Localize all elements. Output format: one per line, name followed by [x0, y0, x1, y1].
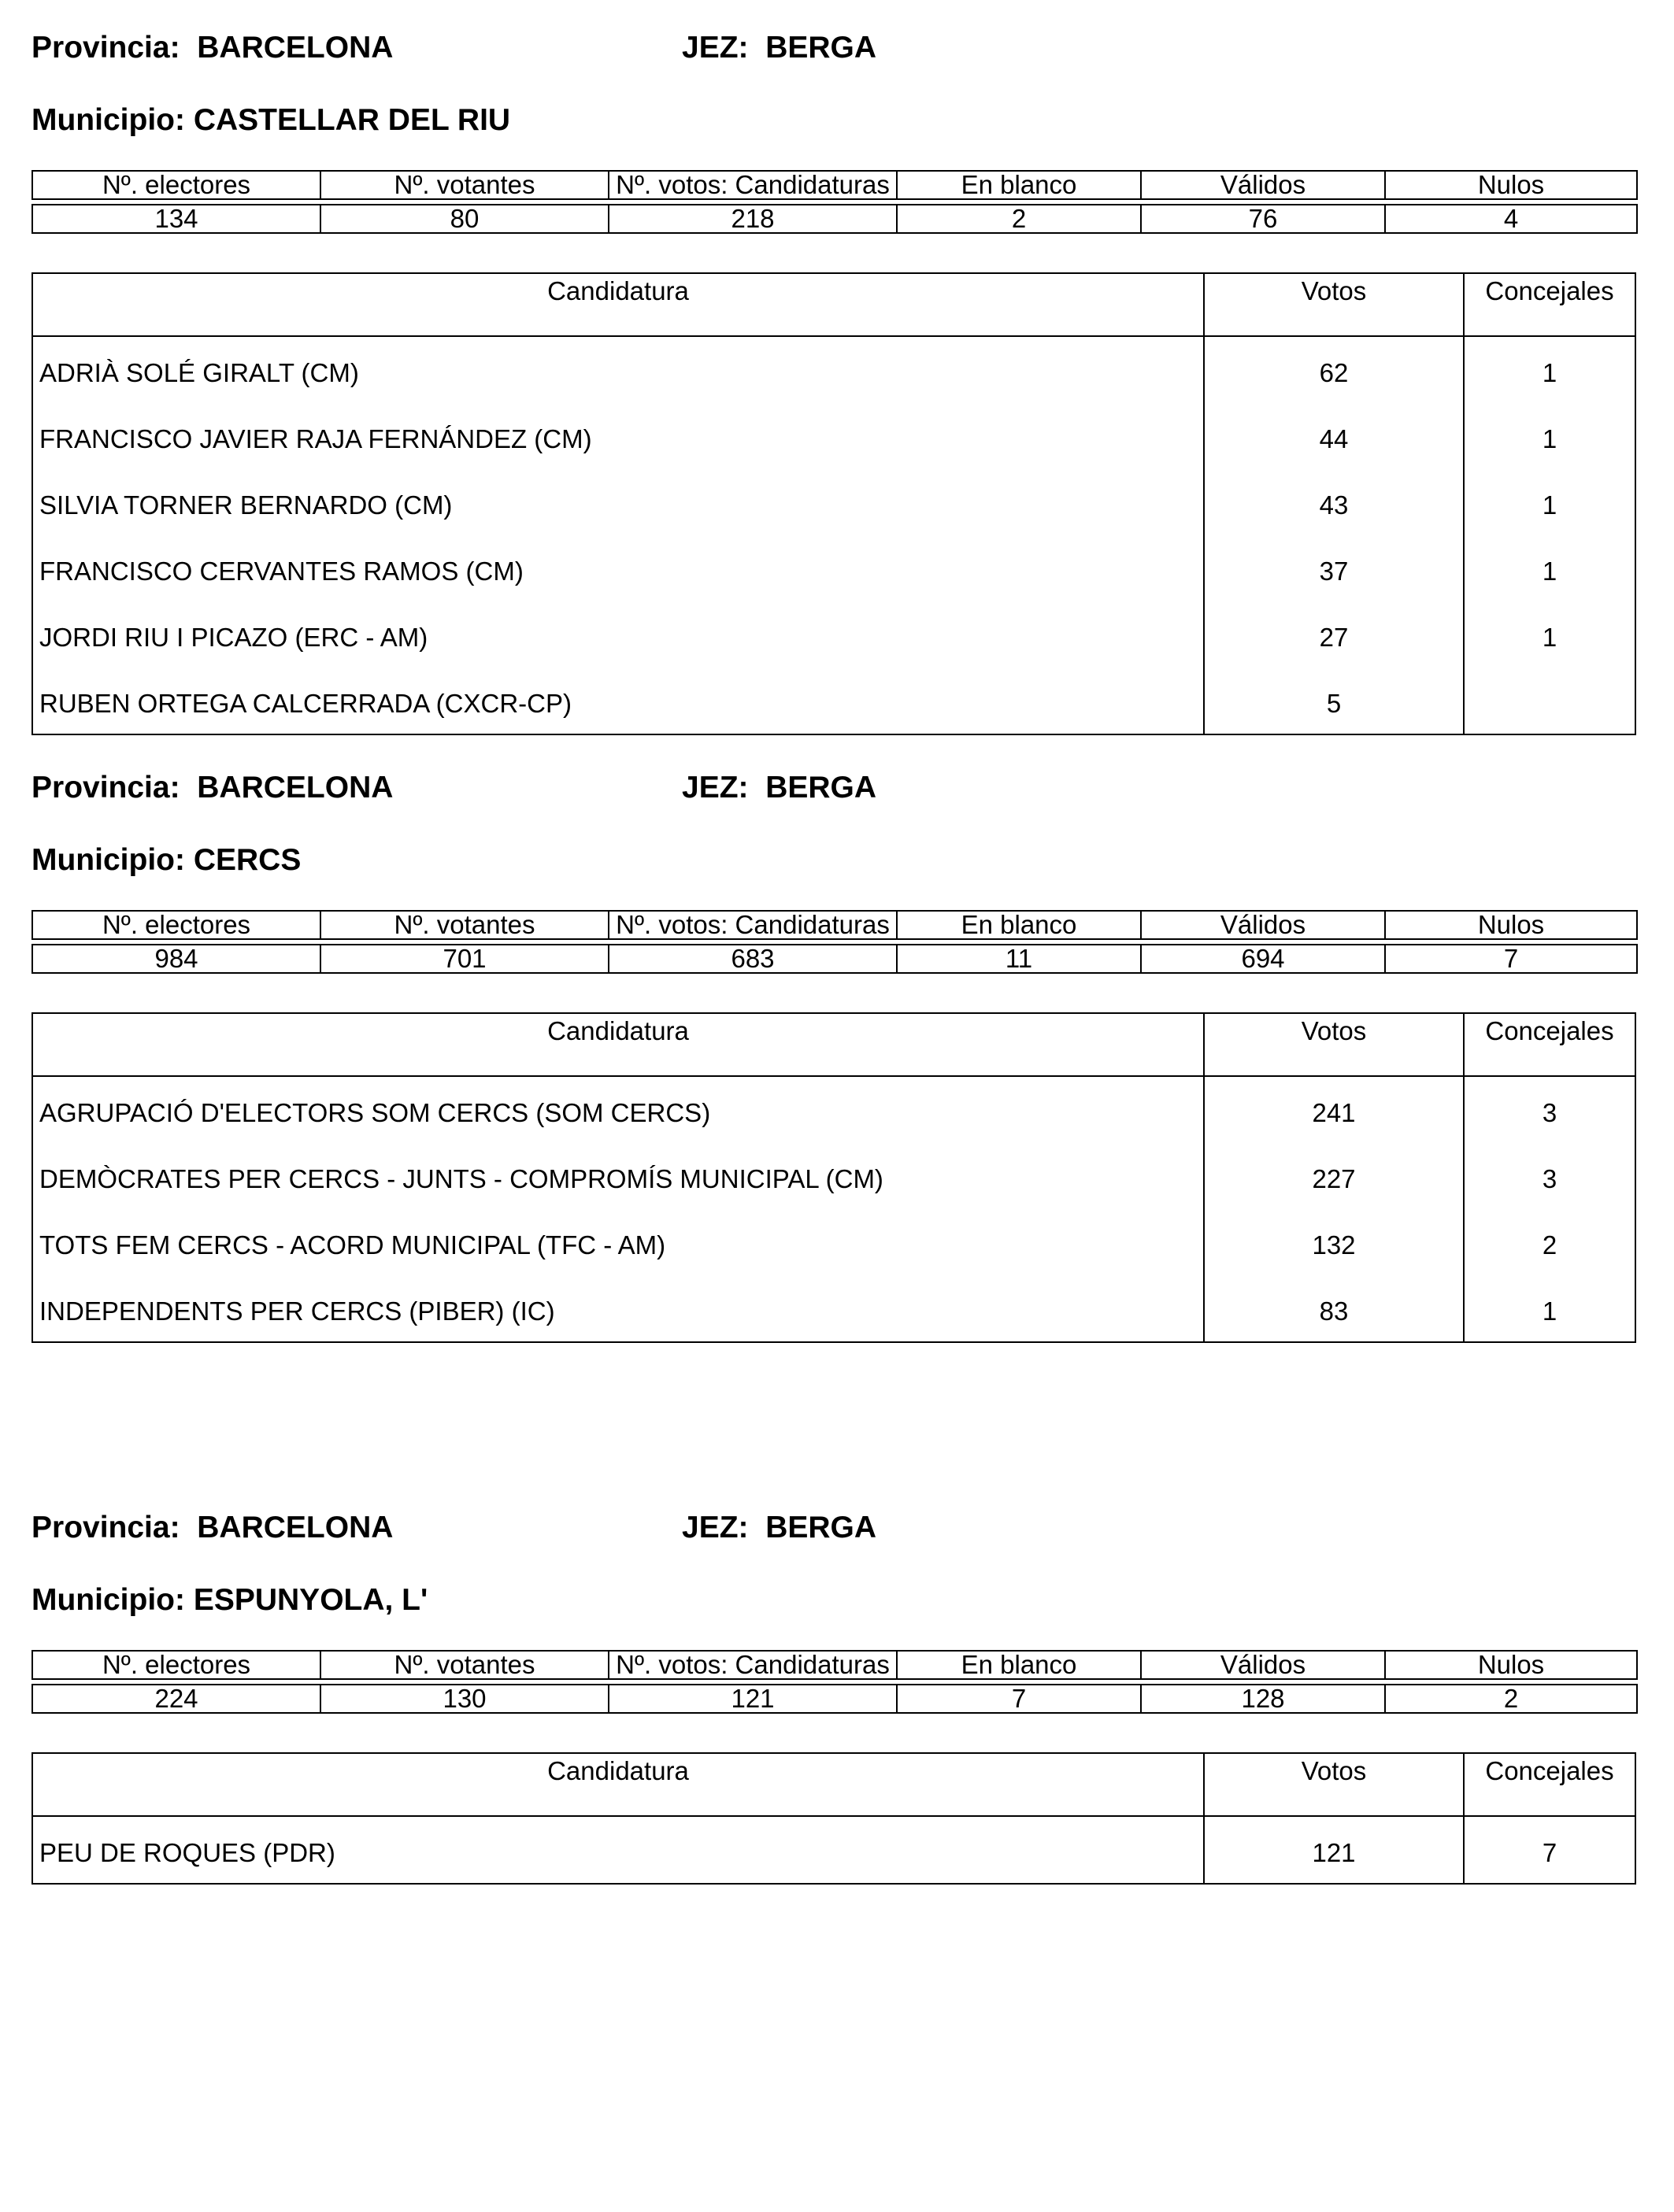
stats-header-cell: Nº. electores	[32, 171, 320, 199]
candidate-concejales: 3	[1542, 1098, 1557, 1127]
stats-header-cell: Nº. votos: Candidaturas	[609, 1651, 897, 1679]
candidate-concejales: 1	[1542, 623, 1557, 652]
candidates-header-row	[33, 274, 1635, 337]
stats-header-cell: Nulos	[1385, 911, 1637, 939]
jez-value: BERGA	[765, 771, 877, 805]
stats-value-cell: 224	[32, 1685, 320, 1713]
candidates-header-row	[33, 1014, 1635, 1077]
stats-value-cell: 2	[1385, 1685, 1637, 1713]
candidate-name: SILVIA TORNER BERNARDO (CM)	[33, 469, 1205, 535]
candidate-name: PEU DE ROQUES (PDR)	[33, 1817, 1205, 1883]
provincia-label: Provincia:	[31, 771, 180, 805]
municipio-label: Municipio:	[31, 103, 185, 137]
stats-header-cell: Nº. votos: Candidaturas	[609, 911, 897, 939]
candidate-votos: 241	[1205, 1077, 1465, 1143]
stats-value-cell: 121	[609, 1685, 897, 1713]
candidate-row	[33, 668, 1635, 734]
candidate-row	[33, 469, 1635, 535]
candidate-name: INDEPENDENTS PER CERCS (PIBER) (IC)	[33, 1275, 1205, 1341]
provincia-heading	[31, 770, 393, 806]
stats-value-cell: 694	[1141, 945, 1385, 973]
stats-header-cell: Válidos	[1141, 171, 1385, 199]
candidate-name: FRANCISCO JAVIER RAJA FERNÁNDEZ (CM)	[33, 403, 1205, 469]
stats-value-row	[32, 945, 1637, 973]
candidate-votos: 132	[1205, 1209, 1465, 1275]
concejales-header: Concejales	[1485, 1756, 1614, 1785]
candidate-name: FRANCISCO CERVANTES RAMOS (CM)	[33, 535, 1205, 601]
stats-header-cell: En blanco	[897, 911, 1141, 939]
provincia-heading	[31, 1510, 393, 1546]
candidates-table	[31, 1752, 1636, 1885]
stats-header-cell: Nulos	[1385, 171, 1637, 199]
stats-value-cell: 984	[32, 945, 320, 973]
stats-value-cell: 4	[1385, 205, 1637, 233]
stats-value-cell: 134	[32, 205, 320, 233]
jez-heading	[682, 1510, 876, 1546]
provincia-value: BARCELONA	[197, 1511, 394, 1544]
candidates-header-row	[33, 1754, 1635, 1817]
stats-value-cell: 11	[897, 945, 1141, 973]
concejales-header: Concejales	[1485, 276, 1614, 305]
stats-header-cell: Válidos	[1141, 1651, 1385, 1679]
candidate-votos: 43	[1205, 469, 1465, 535]
votos-header: Votos	[1205, 1754, 1465, 1815]
candidate-concejales: 1	[1542, 1296, 1557, 1326]
municipio-heading	[31, 842, 301, 879]
candidate-concejales: 3	[1542, 1164, 1557, 1193]
municipio-label: Municipio:	[31, 1583, 185, 1617]
stats-value-cell: 683	[609, 945, 897, 973]
municipio-label: Municipio:	[31, 843, 185, 877]
provincia-label: Provincia:	[31, 1511, 180, 1544]
candidate-row	[33, 1817, 1635, 1883]
municipio-value: CASTELLAR DEL RIU	[193, 103, 511, 137]
municipality-section	[0, 0, 1674, 732]
stats-header-cell: Nulos	[1385, 1651, 1637, 1679]
stats-header-cell: En blanco	[897, 171, 1141, 199]
candidate-votos: 37	[1205, 535, 1465, 601]
candidate-votos: 83	[1205, 1275, 1465, 1341]
stats-value-cell: 701	[320, 945, 609, 973]
candidate-row	[33, 601, 1635, 668]
stats-value-row	[32, 1685, 1637, 1713]
stats-value-cell: 80	[320, 205, 609, 233]
candidate-votos: 44	[1205, 403, 1465, 469]
municipality-section	[0, 1480, 1674, 2212]
votos-header: Votos	[1205, 1014, 1465, 1075]
candidate-name: ADRIÀ SOLÉ GIRALT (CM)	[33, 337, 1205, 403]
jez-label: JEZ:	[682, 31, 749, 65]
candidate-row	[33, 337, 1635, 403]
provincia-label: Provincia:	[31, 31, 180, 65]
stats-value-cell: 218	[609, 205, 897, 233]
stats-header-cell: Nº. votantes	[320, 911, 609, 939]
stats-value-cell: 7	[1385, 945, 1637, 973]
jez-value: BERGA	[765, 31, 877, 65]
candidate-row	[33, 1077, 1635, 1143]
candidatura-header: Candidatura	[33, 1754, 1205, 1815]
candidates-table	[31, 1012, 1636, 1343]
candidate-concejales: 1	[1542, 358, 1557, 387]
provincia-value: BARCELONA	[197, 31, 394, 65]
jez-label: JEZ:	[682, 1511, 749, 1544]
jez-value: BERGA	[765, 1511, 877, 1544]
stats-value-cell: 130	[320, 1685, 609, 1713]
candidates-table	[31, 272, 1636, 735]
candidate-row	[33, 403, 1635, 469]
stats-header-cell: Válidos	[1141, 911, 1385, 939]
stats-header-cell: Nº. votantes	[320, 1651, 609, 1679]
candidate-votos: 5	[1205, 668, 1465, 734]
stats-header-cell: Nº. votantes	[320, 171, 609, 199]
stats-value-cell: 2	[897, 205, 1141, 233]
jez-heading	[682, 770, 876, 806]
candidate-name: AGRUPACIÓ D'ELECTORS SOM CERCS (SOM CERCS)	[33, 1077, 1205, 1143]
stats-value-cell: 7	[897, 1685, 1141, 1713]
jez-label: JEZ:	[682, 771, 749, 805]
candidate-row	[33, 535, 1635, 601]
candidate-concejales: 1	[1542, 424, 1557, 453]
candidate-name: JORDI RIU I PICAZO (ERC - AM)	[33, 601, 1205, 668]
stats-header-cell: Nº. electores	[32, 911, 320, 939]
municipio-heading	[31, 102, 510, 139]
municipality-section	[0, 740, 1674, 1472]
stats-header-cell: Nº. electores	[32, 1651, 320, 1679]
provincia-heading	[31, 30, 393, 66]
votos-header: Votos	[1205, 274, 1465, 335]
candidate-row	[33, 1275, 1635, 1341]
municipio-value: CERCS	[193, 843, 302, 877]
stats-header-row	[32, 1651, 1637, 1679]
candidatura-header: Candidatura	[33, 1014, 1205, 1075]
candidate-row	[33, 1143, 1635, 1209]
stats-table	[31, 1650, 1638, 1714]
stats-table	[31, 170, 1638, 234]
stats-value-row	[32, 205, 1637, 233]
candidate-name: RUBEN ORTEGA CALCERRADA (CXCR-CP)	[33, 668, 1205, 734]
candidate-concejales: 7	[1542, 1838, 1557, 1867]
stats-table	[31, 910, 1638, 974]
stats-value-cell: 76	[1141, 205, 1385, 233]
candidate-votos: 227	[1205, 1143, 1465, 1209]
candidate-votos: 27	[1205, 601, 1465, 668]
municipio-heading	[31, 1582, 428, 1618]
municipio-value: ESPUNYOLA, L'	[193, 1583, 428, 1617]
stats-value-cell: 128	[1141, 1685, 1385, 1713]
stats-header-row	[32, 911, 1637, 939]
candidate-concejales: 1	[1542, 490, 1557, 520]
candidate-concejales	[1465, 668, 1635, 734]
candidate-concejales: 1	[1542, 557, 1557, 586]
jez-heading	[682, 30, 876, 66]
candidate-name: TOTS FEM CERCS - ACORD MUNICIPAL (TFC - AM)	[33, 1209, 1205, 1275]
stats-header-cell: Nº. votos: Candidaturas	[609, 171, 897, 199]
concejales-header: Concejales	[1485, 1016, 1614, 1045]
candidate-votos: 121	[1205, 1817, 1465, 1883]
provincia-value: BARCELONA	[197, 771, 394, 805]
candidate-votos: 62	[1205, 337, 1465, 403]
stats-header-row	[32, 171, 1637, 199]
candidatura-header: Candidatura	[33, 274, 1205, 335]
candidate-concejales: 2	[1542, 1230, 1557, 1260]
candidate-row	[33, 1209, 1635, 1275]
stats-header-cell: En blanco	[897, 1651, 1141, 1679]
candidate-name: DEMÒCRATES PER CERCS - JUNTS - COMPROMÍS MUNICIPAL (CM)	[33, 1143, 1205, 1209]
